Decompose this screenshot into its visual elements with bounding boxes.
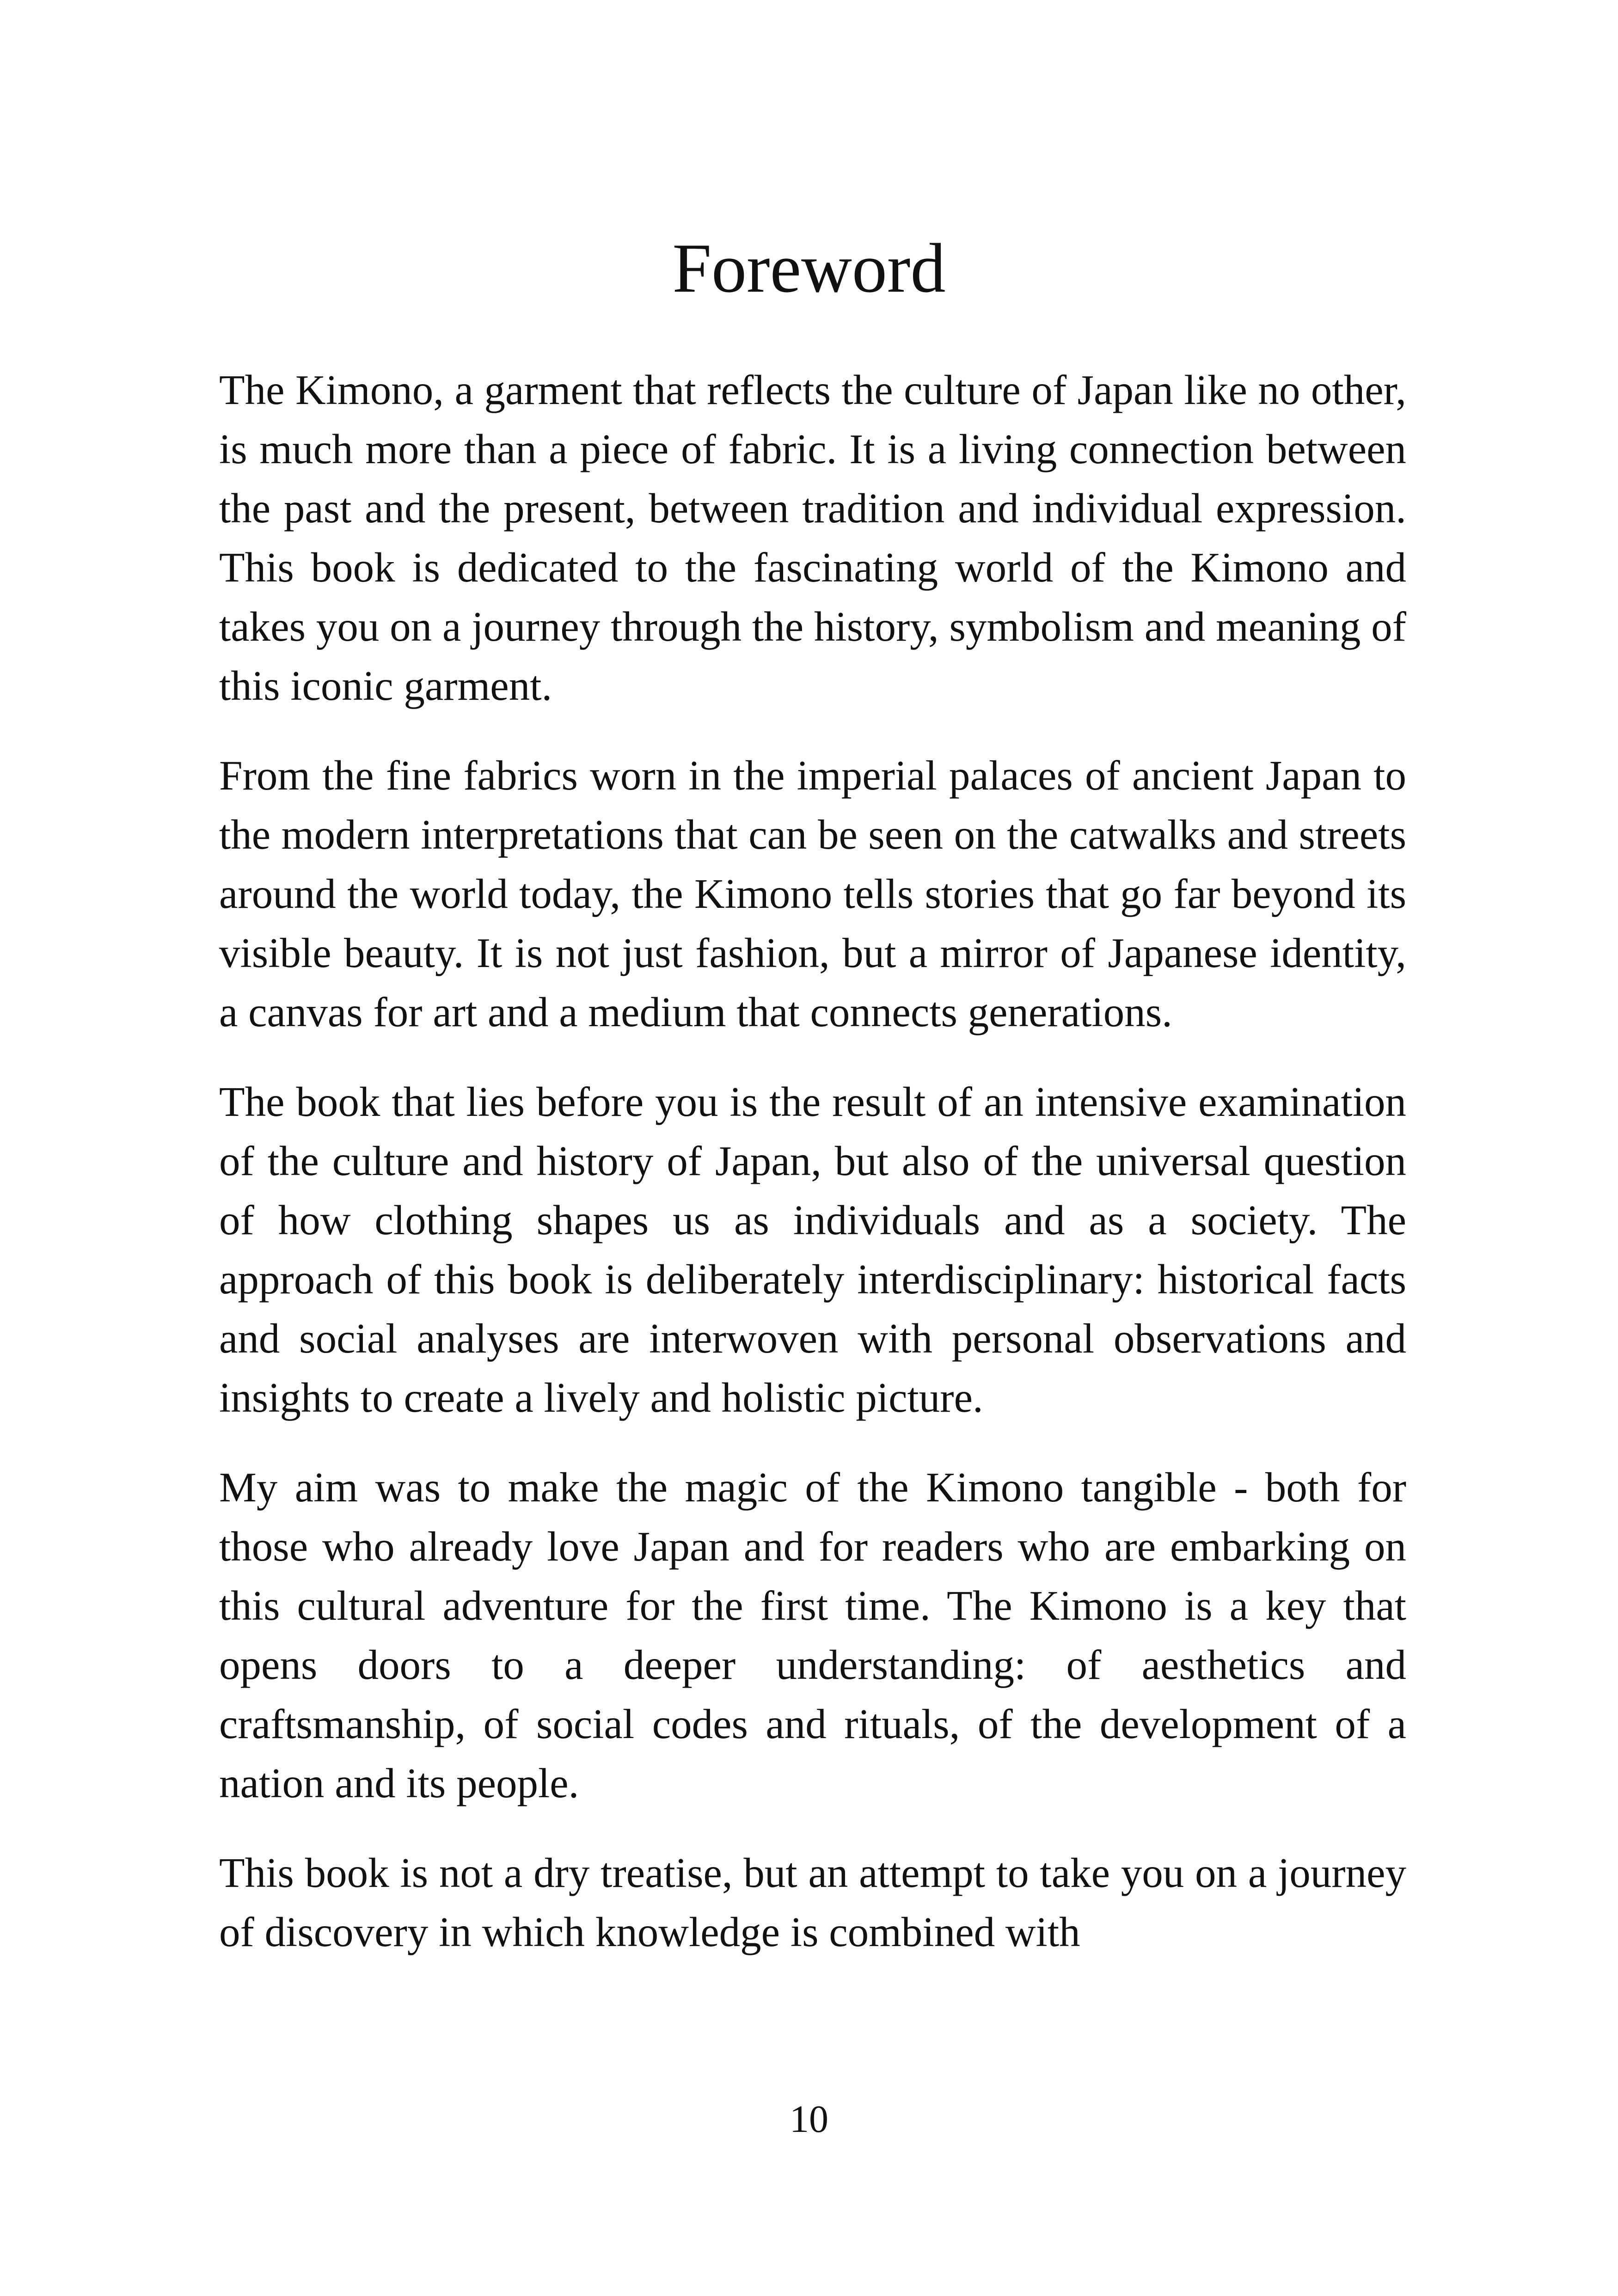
page-title: Foreword xyxy=(672,229,946,307)
paragraph-1: The Kimono, a garment that reflects the culture of Japan like no other, is much more than a piece of fabric. It is a living connection between the past and the present, between tradition and individual expression. This book is dedicated to the fascinating world of the Kimono and takes you on a journey through the history, symbolism and meaning of this iconic garment. xyxy=(219,367,1406,709)
paragraph-4: My aim was to make the magic of the Kimono tangible - both for those who already love Japan and for readers who are embarking on this cultural adventure for the first time. The Kimono is a key that opens doors to a deeper understanding: of aesthetics and craftsmanship, of social codes and rituals, of the development of a nation and its people. xyxy=(219,1464,1406,1806)
paragraph-2: From the fine fabrics worn in the imperial palaces of ancient Japan to the modern interpretations that can be seen on the catwalks and streets around the world today, the Kimono tells stories that go far beyond its visible beauty. It is not just fashion, but a mirror of Japanese identity, a canvas for art and a medium that connects generations. xyxy=(219,752,1406,1035)
body-text xyxy=(219,361,1406,1992)
paragraph-5: This book is not a dry treatise, but an attempt to take you on a journey of discovery in which knowledge is combined with xyxy=(219,1849,1406,1955)
paragraph-3: The book that lies before you is the result of an intensive examination of the culture and history of Japan, but also of the universal question of how clothing shapes us as individuals and as a society. The approach of this book is deliberately interdisciplinary: historical facts and social analyses are interwoven with personal observations and insights to create a lively and holistic picture. xyxy=(219,1078,1406,1421)
page-number: 10 xyxy=(790,2098,828,2141)
